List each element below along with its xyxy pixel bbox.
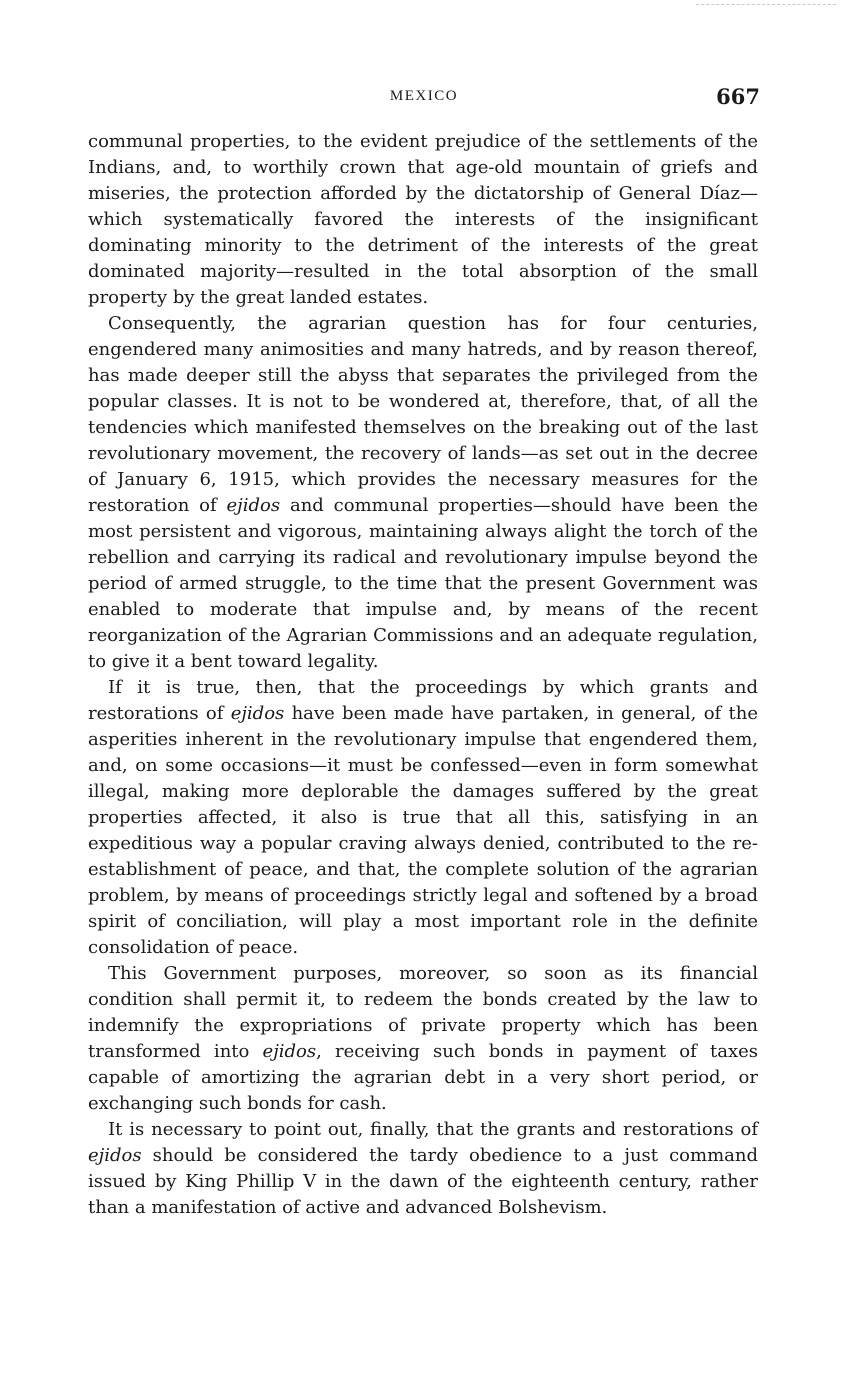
text-run: It is necessary to point out, finally, that the grants and restorations of <box>108 1119 758 1140</box>
text-run: If it is true, then, that the proceedings by which grants and restorations of <box>88 677 758 724</box>
text-run: communal properties, to the evident prejudice of the settlements of the Indians, and, to worthily crown that age-old mountain of griefs and miseries, the protection afforded by the dictatorship of General Díaz—which systematically favored the interests of the insignificant dominating minority to the detriment of the interests of the great dominated majority—resulted in the total absorption of the small property by the great landed estates. <box>88 131 758 308</box>
page-header <box>88 84 760 116</box>
italic-term: ejidos <box>230 703 285 724</box>
italic-term: ejidos <box>88 1145 142 1166</box>
paragraph <box>88 311 758 675</box>
paragraph <box>88 1117 758 1221</box>
body-text <box>88 129 758 1221</box>
paragraph-continuation <box>88 129 758 311</box>
italic-term: ejidos <box>262 1041 317 1062</box>
text-run: , receiving such bonds in payment of taxes capable of amortizing the agrarian debt in a very short period, or exchanging such bonds for cash. <box>88 1041 758 1114</box>
page-number: 667 <box>716 84 760 109</box>
text-run: should be considered the tardy obedience to a just command issued by King Phillip V in the dawn of the eighteenth century, rather than a manifestation of active and advanced Bolshevism. <box>88 1145 758 1218</box>
text-run: have been made have partaken, in general, of the asperities inherent in the revolutionary impulse that engendered them, and, on some occasions—it must be confessed—even in form somewhat illegal, making more deplorable the damages suffered by the great properties affected, it also is true that all this, satisfying in an expeditious way a popular craving always denied, contributed to the re-establishment of peace, and that, the complete solution of the agrarian problem, by means of proceedings strictly legal and softened by a broad spirit of conciliation, will play a most important role in the definite consolidation of peace. <box>88 703 759 958</box>
italic-term: ejidos <box>226 495 281 516</box>
paragraph <box>88 961 758 1117</box>
scan-edge-mark <box>696 4 836 6</box>
text-run: This Government purposes, moreover, so soon as its financial condition shall permit it, to redeem the bonds created by the law to indemnify the expropriations of private property which has been transformed into <box>88 963 758 1062</box>
text-run: Consequently, the agrarian question has for four centuries, engendered many animosities and many hatreds, and by reason thereof, has made deeper still the abyss that separates the privileged from the popular classes. It is not to be wondered at, therefore, that, of all the tendencies which manifested themselves on the breaking out of the last revolutionary movement, the recovery of lands—as set out in the decree of January 6, 1915, which provides the necessary measures for the restoration of <box>88 313 758 516</box>
running-head: MEXICO <box>389 88 459 104</box>
paragraph <box>88 675 758 961</box>
text-run: and communal properties—should have been the most persistent and vigorous, maintaining always alight the torch of the rebellion and carrying its radical and revolutionary impulse beyond the period of armed struggle, to the time that the present Government was enabled to moderate that impulse and, by means of the recent reorganization of the Agrarian Commissions and an adequate regulation, to give it a bent toward legality. <box>88 495 758 672</box>
